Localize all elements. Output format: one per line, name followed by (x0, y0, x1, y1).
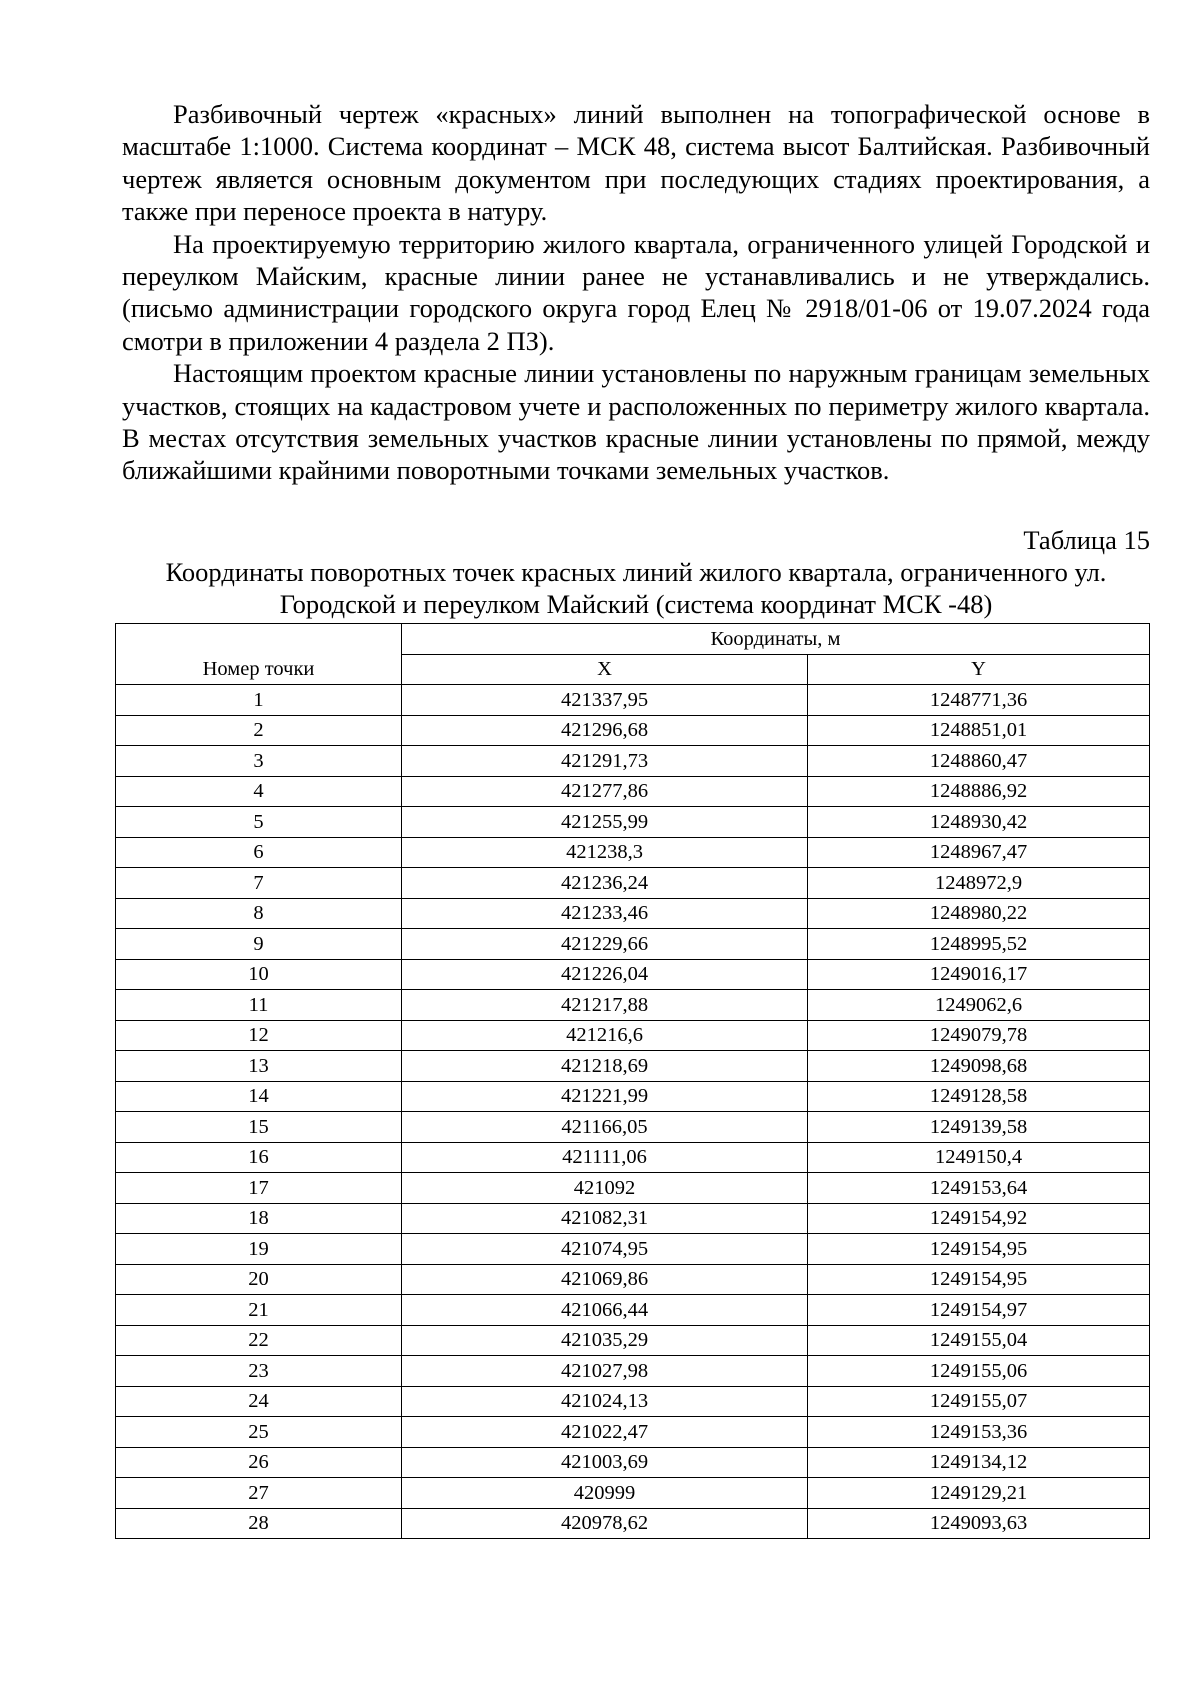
cell-point-number: 3 (116, 746, 402, 777)
cell-point-number: 22 (116, 1325, 402, 1356)
cell-x: 421092 (402, 1173, 808, 1204)
cell-x: 421035,29 (402, 1325, 808, 1356)
cell-point-number: 13 (116, 1051, 402, 1082)
cell-y: 1248930,42 (808, 807, 1150, 838)
table-row (116, 868, 1150, 899)
table-row (116, 1173, 1150, 1204)
table-row (116, 746, 1150, 777)
cell-x: 421066,44 (402, 1295, 808, 1326)
cell-x: 421236,24 (402, 868, 808, 899)
paragraph-2: На проектируемую территорию жилого квартала, ограниченного улицей Городской и переулком Майским, красные линии ранее не устанавливались и не утверждались. (письмо администрации городского округа город Елец № 2918/01-06 от 19.07.2024 года смотри в приложении 4 раздела 2 ПЗ). (122, 228, 1150, 356)
paragraph-1: Разбивочный чертеж «красных» линий выполнен на топографической основе в масштабе 1:1000. Система координат – МСК 48, система высот Балтийская. Разбивочный чертеж является основным документом при последующих стадиях проектирования, а также при переносе проекта в натуру. (122, 99, 1150, 227)
coordinates-table (115, 623, 1150, 1539)
cell-y: 1249150,4 (808, 1142, 1150, 1173)
cell-y: 1249128,58 (808, 1081, 1150, 1112)
paragraph-3: Настоящим проектом красные линии установлены по наружным границам земельных участков, стоящих на кадастровом учете и расположенных по периметру жилого квартала. В местах отсутствия земельных участков красные линии установлены по прямой, между ближайшими крайними поворотными точками земельных участков. (122, 358, 1150, 486)
table-row (116, 807, 1150, 838)
table-body (116, 685, 1150, 1539)
cell-point-number: 26 (116, 1447, 402, 1478)
table-row (116, 1112, 1150, 1143)
cell-point-number: 9 (116, 929, 402, 960)
table-row (116, 837, 1150, 868)
cell-y: 1249134,12 (808, 1447, 1150, 1478)
cell-point-number: 25 (116, 1417, 402, 1448)
table-row (116, 1325, 1150, 1356)
cell-y: 1248995,52 (808, 929, 1150, 960)
header-point-number: Номер точки (116, 654, 402, 685)
cell-y: 1249079,78 (808, 1020, 1150, 1051)
table-row (116, 776, 1150, 807)
cell-x: 421022,47 (402, 1417, 808, 1448)
cell-point-number: 24 (116, 1386, 402, 1417)
table-row (116, 1356, 1150, 1387)
cell-x: 421291,73 (402, 746, 808, 777)
cell-y: 1249153,36 (808, 1417, 1150, 1448)
cell-point-number: 20 (116, 1264, 402, 1295)
cell-x: 421229,66 (402, 929, 808, 960)
cell-y: 1249093,63 (808, 1508, 1150, 1539)
table-row (116, 1417, 1150, 1448)
table-row (116, 959, 1150, 990)
table-row (116, 1234, 1150, 1265)
cell-y: 1248972,9 (808, 868, 1150, 899)
cell-point-number: 11 (116, 990, 402, 1021)
table-row (116, 1386, 1150, 1417)
cell-y: 1248967,47 (808, 837, 1150, 868)
table-row (116, 990, 1150, 1021)
cell-y: 1249154,95 (808, 1234, 1150, 1265)
table-row (116, 1203, 1150, 1234)
cell-point-number: 12 (116, 1020, 402, 1051)
table-row (116, 1081, 1150, 1112)
cell-point-number: 27 (116, 1478, 402, 1509)
cell-x: 421217,88 (402, 990, 808, 1021)
table-row (116, 1142, 1150, 1173)
table-row (116, 685, 1150, 716)
cell-point-number: 7 (116, 868, 402, 899)
cell-y: 1249155,06 (808, 1356, 1150, 1387)
cell-y: 1249155,07 (808, 1386, 1150, 1417)
cell-x: 421074,95 (402, 1234, 808, 1265)
cell-y: 1249139,58 (808, 1112, 1150, 1143)
cell-y: 1249129,21 (808, 1478, 1150, 1509)
cell-y: 1249153,64 (808, 1173, 1150, 1204)
table-row (116, 1264, 1150, 1295)
cell-point-number: 1 (116, 685, 402, 716)
cell-y: 1249098,68 (808, 1051, 1150, 1082)
cell-point-number: 8 (116, 898, 402, 929)
header-empty-cell (116, 624, 402, 655)
cell-point-number: 5 (116, 807, 402, 838)
table-header-row (116, 654, 1150, 685)
header-x: X (402, 654, 808, 685)
cell-point-number: 18 (116, 1203, 402, 1234)
cell-y: 1249016,17 (808, 959, 1150, 990)
table-row (116, 898, 1150, 929)
body-text (122, 98, 1150, 487)
cell-x: 421221,99 (402, 1081, 808, 1112)
cell-x: 421296,68 (402, 715, 808, 746)
table-caption: Координаты поворотных точек красных линий жилого квартала, ограниченного ул. Городской и переулком Майский (система координат МСК -48) (165, 557, 1107, 619)
cell-x: 421216,6 (402, 1020, 808, 1051)
cell-x: 420978,62 (402, 1508, 808, 1539)
cell-x: 421111,06 (402, 1142, 808, 1173)
cell-point-number: 21 (116, 1295, 402, 1326)
table-row (116, 1295, 1150, 1326)
cell-y: 1248860,47 (808, 746, 1150, 777)
cell-x: 421238,3 (402, 837, 808, 868)
table-row (116, 1447, 1150, 1478)
cell-y: 1249154,97 (808, 1295, 1150, 1326)
table-number: Таблица 15 (1023, 525, 1150, 555)
table-row (116, 715, 1150, 746)
cell-point-number: 23 (116, 1356, 402, 1387)
table-row (116, 1051, 1150, 1082)
cell-y: 1249154,92 (808, 1203, 1150, 1234)
cell-point-number: 28 (116, 1508, 402, 1539)
header-y: Y (808, 654, 1150, 685)
cell-y: 1248980,22 (808, 898, 1150, 929)
table-row (116, 1478, 1150, 1509)
cell-y: 1249154,95 (808, 1264, 1150, 1295)
cell-y: 1248851,01 (808, 715, 1150, 746)
table-row (116, 1020, 1150, 1051)
cell-x: 421255,99 (402, 807, 808, 838)
cell-point-number: 14 (116, 1081, 402, 1112)
header-coordinates: Координаты, м (402, 624, 1150, 655)
cell-x: 421277,86 (402, 776, 808, 807)
cell-x: 421337,95 (402, 685, 808, 716)
cell-y: 1248886,92 (808, 776, 1150, 807)
table-group-header-row (116, 624, 1150, 655)
table-row (116, 929, 1150, 960)
cell-point-number: 17 (116, 1173, 402, 1204)
cell-x: 421218,69 (402, 1051, 808, 1082)
cell-x: 421233,46 (402, 898, 808, 929)
cell-x: 421003,69 (402, 1447, 808, 1478)
cell-point-number: 2 (116, 715, 402, 746)
cell-y: 1248771,36 (808, 685, 1150, 716)
cell-point-number: 6 (116, 837, 402, 868)
cell-point-number: 16 (116, 1142, 402, 1173)
cell-x: 421027,98 (402, 1356, 808, 1387)
cell-x: 421024,13 (402, 1386, 808, 1417)
cell-x: 421069,86 (402, 1264, 808, 1295)
cell-y: 1249062,6 (808, 990, 1150, 1021)
cell-point-number: 15 (116, 1112, 402, 1143)
cell-x: 421166,05 (402, 1112, 808, 1143)
cell-x: 421082,31 (402, 1203, 808, 1234)
cell-x: 420999 (402, 1478, 808, 1509)
cell-point-number: 4 (116, 776, 402, 807)
table-row (116, 1508, 1150, 1539)
cell-point-number: 19 (116, 1234, 402, 1265)
cell-point-number: 10 (116, 959, 402, 990)
cell-y: 1249155,04 (808, 1325, 1150, 1356)
cell-x: 421226,04 (402, 959, 808, 990)
